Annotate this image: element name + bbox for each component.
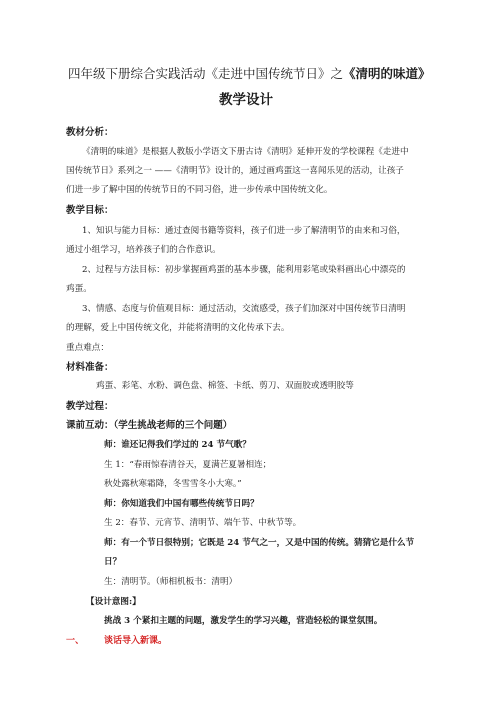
teacher-question: 师：你知道我们中国有哪些传统节日吗？: [104, 499, 259, 509]
goal-line: 3、情感、态度与价值观目标：通过活动，交流感受，孩子们加深对中国传统节日清明: [82, 304, 406, 314]
pre-class-heading: 课前互动：（学生挑战老师的三个问题）: [66, 420, 233, 431]
goal-line: 1、知识与能力目标：通过查阅书籍等资料，孩子们进一步了解清明节的由来和习俗，: [82, 226, 406, 236]
document-title: [68, 68, 431, 81]
analysis-line: 们进一步了解中国的传统节日的不同习俗，进一步传承中国传统文化。: [66, 185, 333, 195]
key-points: 重点难点：: [66, 343, 109, 353]
design-intent-text: 挑战 3 个紧扣主题的问题，激发学生的学习兴趣，营造轻松的课堂氛围。: [104, 616, 383, 626]
analysis-line: 国传统节日》系列之一 ——《清明节》设计的，通过画鸡蛋这一喜闻乐见的活动，让孩子: [66, 166, 404, 176]
student-answer: 秋处露秋寒霜降，冬雪雪冬小大寒。”: [104, 479, 242, 489]
teacher-question: 日？: [104, 557, 122, 567]
student-answer: 生 1：“春雨惊春清谷天，夏满芒夏暑相连；: [104, 460, 272, 470]
process-heading: 教学过程：: [66, 401, 114, 412]
student-answer: 生 2：春节、元宵节、清明节、端午节、中秋节等。: [104, 518, 302, 528]
goal-line: 的理解，爱上中国传统文化，并能将清明的文化传承下去。: [66, 323, 290, 333]
title-prefix: 四年级下册综合实践活动《走进中国传统节日》之: [68, 66, 344, 81]
title-bold: 《清明的味道》: [343, 66, 431, 81]
student-answer: 生：清明节。（师相机板书：清明）: [104, 577, 238, 587]
materials-list: 鸡蛋、彩笔、水粉、调色盘、棉签、卡纸、剪刀、双面胶或透明胶等: [96, 381, 354, 391]
materials-heading: 材料准备：: [66, 362, 114, 373]
design-intent-label: 【设计意图:】: [86, 597, 141, 607]
section-number: 一、: [66, 636, 85, 646]
goal-line: 2、过程与方法目标：初步掌握画鸡蛋的基本步骤，能利用彩笔或染料画出心中漂亮的: [82, 265, 406, 275]
analysis-heading: 教材分析：: [66, 127, 114, 138]
goal-line: 鸡蛋。: [66, 284, 92, 294]
section-title: 谈话导入新课。: [104, 636, 168, 646]
goal-line: 通过小组学习，培养孩子们的合作意识。: [66, 245, 221, 255]
teacher-question: 师：谁还记得我们学过的 24 节气歌？: [104, 440, 251, 450]
analysis-line: 《清明的味道》是根据人教版小学语文下册古诗《清明》延伸开发的学校课程《走进中: [82, 147, 409, 157]
document-subtitle: 教学设计: [219, 92, 273, 108]
goals-heading: 教学目标：: [66, 205, 114, 216]
teacher-question: 师：有一个节日很特别；它既是 24 节气之一，又是中国的传统。猜猜它是什么节: [104, 538, 415, 548]
